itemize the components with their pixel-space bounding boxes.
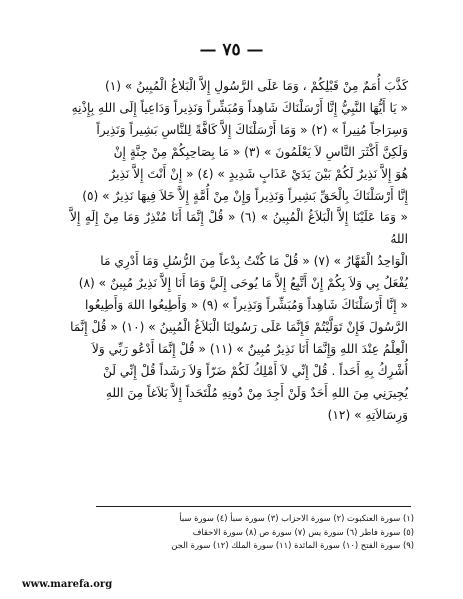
body-line: الرَّسُولَ فَإِنْ تَوَلَّيْتُمْ فَإِنَّمَا عَلَى رَسُولِنَا الْبَلاَغُ الْمُبِينُ » (١٠) « قُلْ إِنَّمَا bbox=[70, 319, 408, 334]
footnote-divider bbox=[96, 506, 411, 507]
body-line: يُجِيرَنِي مِنَ اللهِ أَحَدٌ وَلَنْ أَجِدَ مِنْ دُونِهِ مُلْتَحَداً إِلاَّ بَلاَغاً مِنَ اللهِ bbox=[105, 385, 408, 400]
body-line: كَذَّبَ أُمَمٌ مِنْ قَبْلِكُمْ ، وَمَا عَلَى الرَّسُولِ إِلاَّ الْبَلاغُ الْمُبِينُ » (١) bbox=[104, 79, 408, 93]
body-line: « وَمَا عَلَيْنَا إِلاَّ الْبَلاَغُ الْمُبِينُ » (٦) « قُلْ إِنَّمَا أَنَا مُنْذِرٌ وَمَا مِنْ إِلَهٍ إِلاَّ اللهُ bbox=[70, 210, 408, 247]
body-line: وَرِسَالاَتِهِ » (١٢) bbox=[327, 407, 408, 422]
body-line: أُشْرِكُ بِهِ أَحَداً . قُلْ إِنِّي لاَ أَمْلِكُ لَكُمْ ضَرّاً وَلاَ رَشَداً قُلْ إِنِّي لَنْ bbox=[103, 363, 408, 378]
body-line: يُفْعَلُ بِي وَلاَ بِكُمْ إِنْ أَتَّبِعُ إِلاَّ مَا يُوحَى إِلَيَّ وَمَا أَنَا إِلاَّ نَذِيرٌ مُبِينٌ » (٨) bbox=[78, 276, 408, 291]
page-number: — ٧٥ — bbox=[199, 40, 264, 60]
footnotes bbox=[92, 512, 414, 553]
body-line: إِنَّا أَرْسَلْنَاكَ بِالْحَقِّ بَشِيراً وَنَذِيراً وَإِنْ مِنْ أُمَّةٍ إِلاَّ خَلاَ فِيهَا نَذِيرٌ » (٥) bbox=[82, 188, 408, 203]
body-text bbox=[70, 76, 408, 427]
body-line: « يَا أَيُّهَا النَّبِيُّ إِنَّا أَرْسَلْنَاكَ شَاهِداً وَمُبَشِّراً وَنَذِيراً وَدَاعِياً إِلَى اللهِ بِإِذْنِهِ bbox=[71, 100, 408, 115]
body-line: هُوَ إِلاَّ نَذِيرٌ لَكُمْ بَيْنَ يَدَيْ عَذَابٍ شَدِيدٍ » (٤) « إِنْ أَنْتَ إِلاَّ نَذِيرٌ bbox=[109, 166, 408, 181]
body-line: الْعِلْمُ عِنْدَ اللهِ وَإِنَّمَا أَنَا نَذِيرٌ مُبِينٌ » (١١) « قُلْ إِنَّمَا أَدْعُو رَبِّي وَلاَ bbox=[91, 341, 408, 356]
footnote-line: (٥) سورة فاطر (٦) سورة يس (٧) سورة ص (٨) سورة الاحقاف bbox=[192, 526, 414, 537]
body-line: الْوَاحِدُ الْقَهَّارُ » (٧) « قُلْ مَا كُنْتُ بِدْعاً مِنَ الرُّسُلِ وَمَا أَدْرِي مَا bbox=[100, 254, 408, 269]
body-line: « إِنَّا أَرْسَلْنَاكَ شَاهِداً وَمُبَشِّراً وَنَذِيراً » (٩) « وَأَطِيعُوا اللهَ وَأَطِيعُوا bbox=[85, 298, 408, 313]
website-watermark: www.marefa.org bbox=[22, 579, 113, 590]
footnote-line: (١) سورة العنكبوت (٢) سورة الاحزاب (٣) سورة سبأ (٤) سورة سبأ bbox=[179, 513, 414, 523]
body-line: وَسِرَاجاً مُنِيراً » (٢) « وَمَا أَرْسَلْنَاكَ إِلاَّ كَافَّةً لِلنَّاسِ بَشِيراً وَنَذِيراً bbox=[96, 122, 408, 137]
footnote-line: (٩) سورة الفتح (١٠) سورة المائدة (١١) سورة الملك (١٢) سورة الجن bbox=[171, 540, 414, 551]
body-line: وَلَكِنَّ أَكْثَرَ النَّاسِ لاَ يَعْلَمُونَ » (٣) « مَا بِصَاحِبِكُمْ مِنْ جِنَّةٍ إِنْ bbox=[113, 144, 408, 159]
